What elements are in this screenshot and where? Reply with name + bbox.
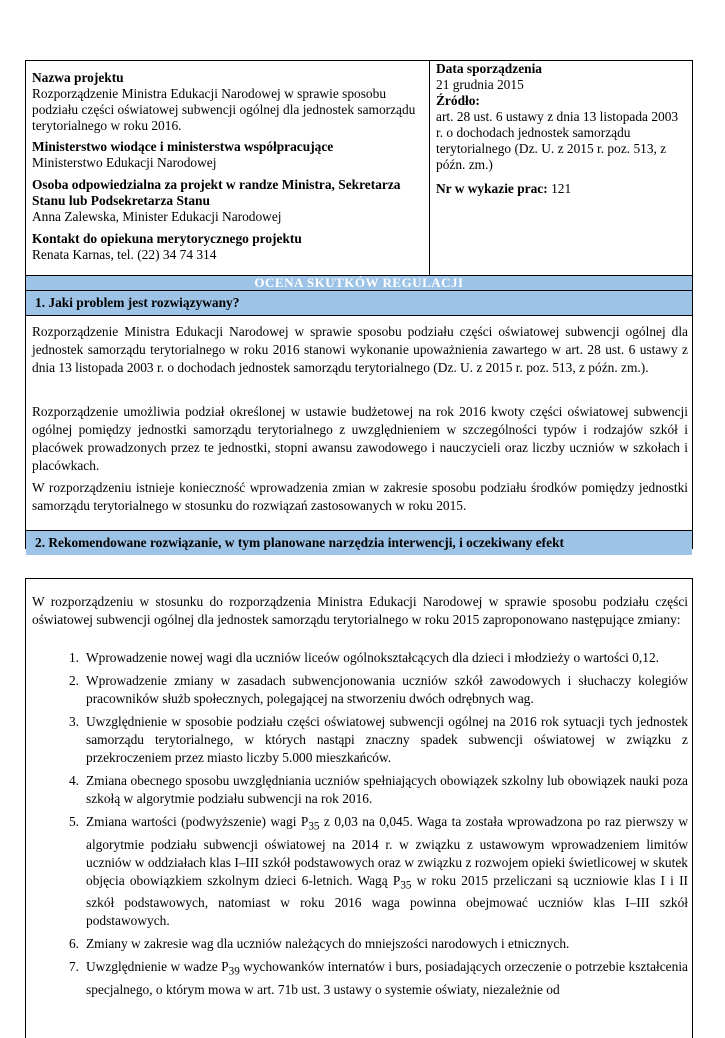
section2-heading: 2. Rekomendowane rozwiązanie, w tym planowane narzędzia interwencji, i oczekiwany efekt xyxy=(26,531,692,555)
list-item: 6. Zmiany w zakresie wag dla uczniów należących do mniejszości narodowych i etnicznych. xyxy=(68,936,570,952)
section1-paragraph-3: W rozporządzeniu istnieje konieczność wprowadzenia zmian w zakresie sposobu podziału środków pomiędzy jednostki samorządu terytorialnego w stosunku do rozwiązań zastosowanych w roku 2015. xyxy=(32,480,688,513)
data-value: 21 grudnia 2015 xyxy=(436,77,524,92)
section2-body xyxy=(25,578,693,1038)
nr-value: 121 xyxy=(551,181,572,196)
column-divider xyxy=(429,61,430,275)
nazwa-label: Nazwa projektu xyxy=(32,70,124,85)
section1-paragraph-2: Rozporządzenie umożliwia podział określonej w ustawie budżetowej na rok 2016 kwoty części oświatowej subwencji ogólnej pomiędzy jednostki samorządu terytorialnego z uwzględnieniem w szczególności typów i rodzajów szkół i placówek prowadzonych przez te jednostki, stopni awansu zawodowego i nauczycieli oraz liczby uczniów w szkołach i placówkach. xyxy=(32,404,688,473)
list-item: 1. Wprowadzenie nowej wagi dla uczniów liceów ogólnokształcących dla dzieci i młodzieży o wartości 0,12. xyxy=(68,650,659,665)
zrodlo-label: Źródło: xyxy=(436,93,480,108)
nr-label: Nr w wykazie prac: xyxy=(436,181,548,196)
section1-heading: 1. Jaki problem jest rozwiązywany? xyxy=(26,291,692,315)
nazwa-value: Rozporządzenie Ministra Edukacji Narodowej w sprawie sposobu podziału części oświatowej subwencji ogólnej dla jednostek samorządu terytorialnego w roku 2016. xyxy=(32,86,416,133)
date-source-cell xyxy=(436,61,688,197)
metadata-table xyxy=(25,60,693,549)
list-item: 4. Zmiana obecnego sposobu uwzględniania uczniów spełniających obowiązek szkolny lub obowiązek nauki poza szkołą w algorytmie podziału subwencji na rok 2016. xyxy=(68,773,688,806)
section1-paragraph-1: Rozporządzenie Ministra Edukacji Narodowej w sprawie sposobu podziału części oświatowej subwencji ogólnej dla jednostek samorządu terytorialnego w roku 2016 stanowi wykonanie upoważnienia zawartego w art. 28 ust. 6 ustawy z dnia 13 listopada 2003 r. o dochodach jednostek samorządu terytorialnego (Dz. U. z 2015 r. poz. 513, z późn. zm.). xyxy=(32,324,688,375)
kontakt-label: Kontakt do opiekuna merytorycznego projektu xyxy=(32,231,302,246)
project-info-cell xyxy=(32,70,424,263)
divider xyxy=(26,315,692,316)
osoba-label: Osoba odpowiedzialna za projekt w randze Ministra, Sekretarza Stanu lub Podsekretarza Stanu xyxy=(32,177,401,208)
list-item: 3. Uwzględnienie w sposobie podziału części oświatowej subwencji ogólnej na 2016 rok sytuacji tych jednostek samorządu terytorialnego, w których nastąpi znaczny spadek subwencji oświatowej w związku z przekroczeniem przez miasto liczby 5.000 mieszkańców. xyxy=(68,714,688,765)
list-item: 5. Zmiana wartości (podwyższenie) wagi $P_{35}$ z 0,03 na 0,045. Waga ta została wprowadzona po raz pierwszy w algorytmie podziału subwencji oświatowej na 2014 r. w związku z ustawowym wprowadzeniem limitów uczniów w oddziałach klas I–III szkół podstawowych oraz w związku z rozwojem opieki świetlicowej w skutek objęcia obowiązkiem szkolnym dzieci 6-letnich. Wagą $P_{35}$ w roku 2015 przeliczani są uczniowie klas I i II szkół podstawowych, natomiast w roku 2016 waga powinna obejmować uczniów klas I–III szkół podstawowych. xyxy=(68,814,689,929)
osoba-value: Anna Zalewska, Minister Edukacji Narodowej xyxy=(32,209,282,224)
ministerstwo-label: Ministerstwo wiodące i ministerstwa współpracujące xyxy=(32,139,334,154)
section2-intro: W rozporządzeniu w stosunku do rozporządzenia Ministra Edukacji Narodowej w sprawie sposobu podziału części oświatowej subwencji ogólnej dla jednostek samorządu terytorialnego w roku 2015 zaproponowano następujące zmiany: xyxy=(32,594,688,627)
ministerstwo-value: Ministerstwo Edukacji Narodowej xyxy=(32,155,217,170)
data-label: Data sporządzenia xyxy=(436,61,543,76)
list-item: 7. Uwzględnienie w wadze $P_{39}$ wychowanków internatów i burs, posiadających orzeczenie o potrzebie kształcenia specjalnego, o którym mowa w art. 71b ust. 3 ustawy o systemie oświaty, niezależnie od xyxy=(68,959,688,998)
kontakt-value: Renata Karnas, tel. (22) 34 74 314 xyxy=(32,247,217,262)
list-item: 2. Wprowadzenie zmiany w zasadach subwencjonowania uczniów szkół zawodowych i słuchaczy kolegiów pracowników służb społecznych, polegającej na stworzeniu dwóch odrębnych wag. xyxy=(68,673,688,706)
changes-list xyxy=(57,649,688,1004)
ocena-title: OCENA SKUTKÓW REGULACJI xyxy=(26,276,692,290)
zrodlo-value: art. 28 ust. 6 ustawy z dnia 13 listopada 2003 r. o dochodach jednostek samorządu terytorialnego (Dz. U. z 2015 r. poz. 513, z późn. zm.) xyxy=(436,109,679,172)
